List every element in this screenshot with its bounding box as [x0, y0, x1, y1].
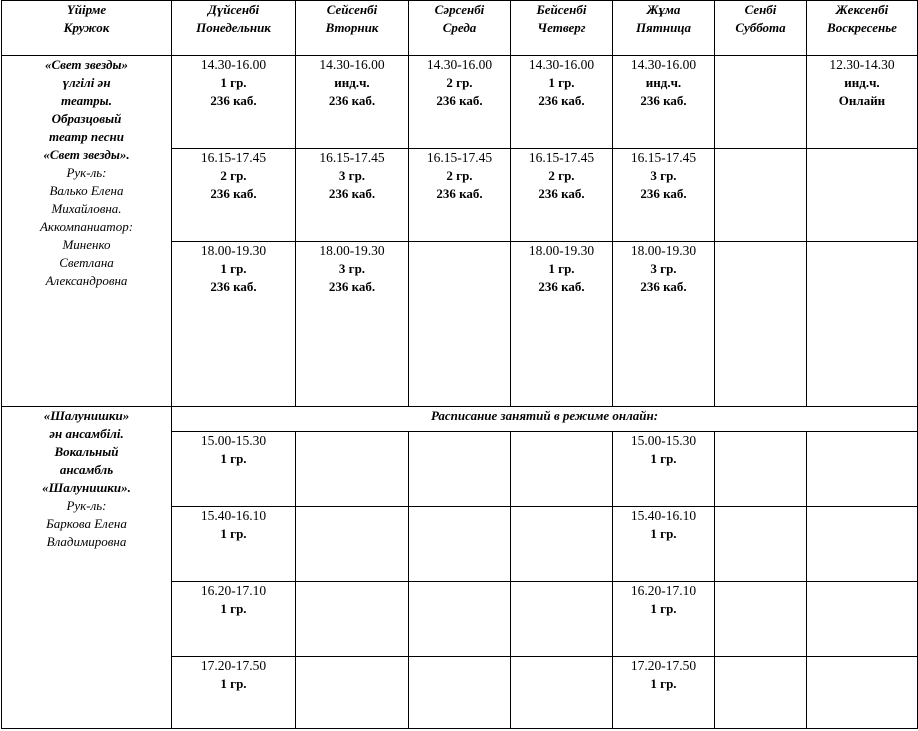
slot-time: 18.00-19.30	[528, 243, 595, 258]
day-kz: Сенбі	[744, 2, 777, 17]
slot-time: 15.40-16.10	[630, 508, 697, 523]
slot-time: 18.00-19.30	[630, 243, 697, 258]
slot-time: 12.30-14.30	[829, 57, 895, 72]
club1-row-1	[2, 56, 918, 149]
slot-time: 14.30-16.00	[528, 57, 595, 72]
club2-name-line: «Шалунишки»	[43, 408, 130, 423]
header-friday	[613, 1, 715, 56]
club1-leader-line: Рук-ль:	[66, 165, 107, 180]
slot-cell	[172, 56, 296, 149]
empty-cell	[715, 657, 807, 729]
empty-cell	[409, 507, 511, 582]
empty-cell	[715, 149, 807, 242]
schedule-table	[1, 0, 918, 729]
empty-cell	[807, 149, 918, 242]
slot-group: 1 гр.	[650, 676, 677, 691]
slot-cell	[409, 149, 511, 242]
slot-time: 14.30-16.00	[319, 57, 385, 72]
empty-cell	[807, 507, 918, 582]
club2-leader-line: Баркова Елена	[46, 516, 127, 531]
slot-room: 236 каб.	[210, 279, 257, 294]
club1-leader-line: Аккомпаниатор:	[39, 219, 134, 234]
slot-room: 236 каб.	[538, 186, 585, 201]
empty-cell	[715, 432, 807, 507]
day-kz: Бейсенбі	[536, 2, 587, 17]
slot-group: инд.ч.	[334, 75, 370, 90]
header-saturday	[715, 1, 807, 56]
club1-leader-line: Михайловна.	[51, 201, 122, 216]
empty-cell	[715, 582, 807, 657]
day-ru: Суббота	[735, 20, 786, 35]
slot-time: 16.15-17.45	[200, 150, 267, 165]
slot-time: 16.15-17.45	[528, 150, 595, 165]
header-tuesday	[296, 1, 409, 56]
slot-time: 14.30-16.00	[630, 57, 697, 72]
slot-cell	[296, 149, 409, 242]
slot-room: 236 каб.	[328, 279, 376, 294]
slot-group: инд.ч.	[645, 75, 682, 90]
empty-cell	[409, 432, 511, 507]
slot-cell	[613, 56, 715, 149]
slot-cell	[172, 432, 296, 507]
empty-cell	[296, 432, 409, 507]
slot-cell	[511, 149, 613, 242]
slot-cell	[613, 657, 715, 729]
header-row	[2, 1, 918, 56]
day-ru: Пятница	[635, 20, 692, 35]
slot-time: 17.20-17.50	[630, 658, 697, 673]
club2-leader-line: Рук-ль:	[66, 498, 107, 513]
slot-group: 2 гр.	[548, 168, 575, 183]
slot-group: 1 гр.	[220, 451, 247, 466]
slot-cell	[613, 432, 715, 507]
club1-info	[2, 56, 172, 407]
slot-group: 3 гр.	[650, 261, 677, 276]
club2-leader-line: Владимировна	[46, 534, 127, 549]
slot-time: 14.30-16.00	[200, 57, 267, 72]
slot-time: 18.00-19.30	[200, 243, 267, 258]
slot-time: 15.40-16.10	[200, 508, 267, 523]
slot-time: 18.00-19.30	[319, 243, 385, 258]
slot-group: 1 гр.	[220, 676, 247, 691]
empty-cell	[511, 582, 613, 657]
slot-time: 15.00-15.30	[630, 433, 697, 448]
slot-group: 1 гр.	[220, 601, 247, 616]
slot-group: 1 гр.	[650, 451, 677, 466]
slot-room: 236 каб.	[640, 93, 687, 108]
slot-room: 236 каб.	[328, 93, 376, 108]
club1-name-line: театры.	[61, 93, 112, 108]
slot-room: 236 каб.	[538, 93, 585, 108]
slot-group: 1 гр.	[220, 526, 247, 541]
slot-room: 236 каб.	[640, 186, 687, 201]
slot-cell	[807, 56, 918, 149]
empty-cell	[511, 507, 613, 582]
slot-group: 3 гр.	[650, 168, 677, 183]
slot-time: 17.20-17.50	[200, 658, 267, 673]
slot-cell	[296, 242, 409, 407]
slot-room: 236 каб.	[210, 93, 257, 108]
day-kz: Дүйсенбі	[207, 2, 260, 17]
slot-time: 16.20-17.10	[630, 583, 697, 598]
club2-name-line: ән ансамбілі.	[49, 426, 124, 441]
slot-group: 1 гр.	[548, 75, 575, 90]
club2-banner-row	[2, 407, 918, 432]
club2-name-line: «Шалунишки».	[42, 480, 131, 495]
empty-cell	[715, 507, 807, 582]
slot-cell	[511, 242, 613, 407]
slot-time: 16.15-17.45	[630, 150, 697, 165]
header-sunday	[807, 1, 918, 56]
day-kz: Жұма	[646, 2, 681, 17]
empty-cell	[511, 657, 613, 729]
day-ru: Среда	[442, 20, 477, 35]
club2-info	[2, 407, 172, 729]
slot-cell	[172, 242, 296, 407]
empty-cell	[296, 657, 409, 729]
header-club-ru: Кружок	[63, 20, 110, 35]
club1-name-line: театр песни	[49, 129, 124, 144]
empty-cell	[715, 56, 807, 149]
day-ru: Вторник	[325, 20, 379, 35]
header-wednesday	[409, 1, 511, 56]
header-thursday	[511, 1, 613, 56]
day-kz: Жексенбі	[835, 2, 889, 17]
slot-group: 1 гр.	[650, 601, 677, 616]
slot-group: 1 гр.	[220, 75, 247, 90]
empty-cell	[409, 242, 511, 407]
empty-cell	[715, 242, 807, 407]
empty-cell	[296, 507, 409, 582]
day-kz: Сейсенбі	[326, 2, 378, 17]
day-ru: Четверг	[537, 20, 586, 35]
club1-leader-line: Александровна	[45, 273, 128, 288]
slot-time: 16.15-17.45	[426, 150, 493, 165]
slot-time: 14.30-16.00	[426, 57, 493, 72]
slot-group: 3 гр.	[338, 261, 366, 276]
club2-name-line: ансамбль	[59, 462, 114, 477]
online-schedule-banner: Расписание занятий в режиме онлайн:	[172, 407, 918, 432]
slot-cell	[172, 657, 296, 729]
slot-group: 3 гр.	[338, 168, 366, 183]
day-kz: Сәрсенбі	[434, 2, 485, 17]
club1-name-line: «Свет звезды»	[45, 57, 128, 72]
header-club	[2, 1, 172, 56]
slot-cell	[613, 582, 715, 657]
slot-cell	[613, 242, 715, 407]
slot-group: инд.ч.	[844, 75, 880, 90]
empty-cell	[511, 432, 613, 507]
empty-cell	[409, 582, 511, 657]
club1-leader-line: Валько Елена	[49, 183, 124, 198]
club1-leader-line: Миненко	[62, 237, 111, 252]
slot-room: 236 каб.	[328, 186, 376, 201]
header-monday	[172, 1, 296, 56]
slot-cell	[409, 56, 511, 149]
slot-group: 1 гр.	[220, 261, 247, 276]
empty-cell	[807, 242, 918, 407]
slot-time: 16.20-17.10	[200, 583, 267, 598]
club1-leader-line: Светлана	[59, 255, 114, 270]
slot-cell	[172, 149, 296, 242]
slot-cell	[296, 56, 409, 149]
club1-name-line: «Свет звезды».	[43, 147, 130, 162]
slot-group: 1 гр.	[548, 261, 575, 276]
empty-cell	[807, 657, 918, 729]
empty-cell	[296, 582, 409, 657]
club2-name-line: Вокальный	[54, 444, 119, 459]
slot-cell	[172, 507, 296, 582]
slot-room: 236 каб.	[436, 93, 483, 108]
slot-room: 236 каб.	[210, 186, 257, 201]
club1-name-line: үлгілі ән	[62, 75, 111, 90]
slot-cell	[613, 149, 715, 242]
slot-group: 2 гр.	[446, 168, 473, 183]
slot-room: 236 каб.	[436, 186, 483, 201]
slot-room: 236 каб.	[640, 279, 687, 294]
slot-time: 15.00-15.30	[200, 433, 267, 448]
slot-time: 16.15-17.45	[319, 150, 385, 165]
slot-cell	[613, 507, 715, 582]
slot-group: 1 гр.	[650, 526, 677, 541]
slot-room: 236 каб.	[538, 279, 585, 294]
day-ru: Воскресенье	[827, 20, 897, 35]
slot-cell	[172, 582, 296, 657]
empty-cell	[807, 432, 918, 507]
day-ru: Понедельник	[196, 20, 271, 35]
slot-group: 2 гр.	[446, 75, 473, 90]
slot-cell	[511, 56, 613, 149]
header-club-kz: Үйірме	[66, 2, 107, 17]
club1-name-line: Образцовый	[51, 111, 122, 126]
empty-cell	[409, 657, 511, 729]
slot-group: 2 гр.	[220, 168, 247, 183]
slot-room: Онлайн	[838, 93, 886, 108]
empty-cell	[807, 582, 918, 657]
